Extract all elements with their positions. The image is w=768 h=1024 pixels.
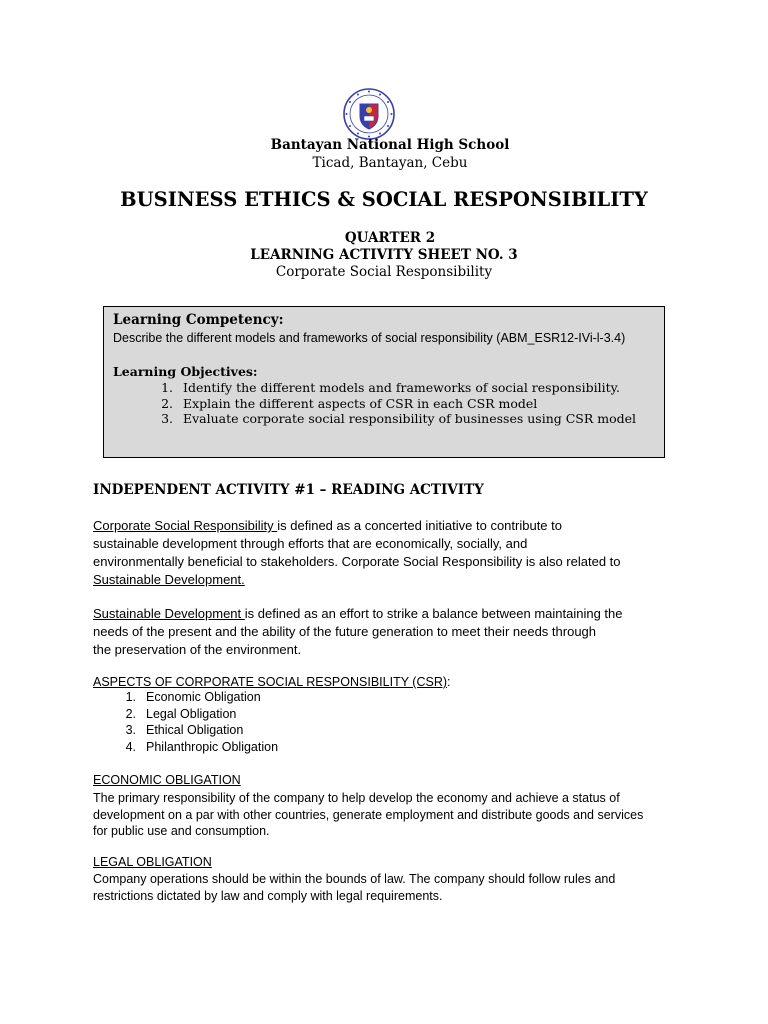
economic-obligation-heading: ECONOMIC OBLIGATION: [93, 773, 241, 787]
competency-heading: Learning Competency:: [113, 312, 284, 328]
aspects-list: [93, 690, 278, 756]
list-item: 4. Philanthropic Obligation: [125, 739, 279, 754]
csr-definition-paragraph: Corporate Social Responsibility is defined as a concerted initiative to contribute to sustainable development through efforts that are economically, socially, and environmentally beneficial to stakeholders. Corporate Social Responsibility is also related to Sustainable Development.: [93, 518, 621, 587]
school-name: Bantayan National High School: [270, 137, 510, 153]
quarter-label: QUARTER 2: [344, 230, 436, 246]
objective-item: 3. Evaluate corporate social responsibility of businesses using CSR model: [161, 411, 637, 426]
topic-title: Corporate Social Responsibility: [275, 264, 493, 280]
economic-obligation-text: The primary responsibility of the company to help develop the economy and achieve a status of development on a par with other countries, generate employment and distribute goods and services for public use and consumption.: [93, 791, 644, 838]
legal-obligation-text: Company operations should be within the bounds of law. The company should follow rules and restrictions dictated by law and comply with legal requirements.: [93, 872, 616, 903]
subject-title: BUSINESS ETHICS & SOCIAL RESPONSIBILITY: [120, 188, 648, 211]
activity-heading: INDEPENDENT ACTIVITY #1 – READING ACTIVITY: [93, 482, 484, 498]
sd-term: Sustainable Development: [93, 606, 245, 621]
list-item: 3. Ethical Obligation: [125, 723, 244, 737]
school-address: Ticad, Bantayan, Cebu: [312, 155, 468, 171]
list-item: 1. Economic Obligation: [125, 690, 261, 704]
sd-definition-paragraph: Sustainable Development is defined as an effort to strike a balance between maintaining the needs of the present and the ability of the future generation to meet their needs through the preservation of the environment.: [93, 606, 623, 657]
objective-item: 1. Identify the different models and frameworks of social responsibility.: [161, 380, 620, 395]
objective-item: 2. Explain the different aspects of CSR in each CSR model: [161, 395, 538, 411]
csr-term: Corporate Social Responsibility: [93, 518, 278, 533]
learning-competency-box: [103, 306, 665, 458]
list-item: 2. Legal Obligation: [125, 706, 237, 721]
objectives-list: [113, 380, 636, 427]
competency-text: Describe the different models and frameworks of social responsibility (ABM_ESR12-IVi-l-3.4): [113, 331, 626, 345]
sd-term-link: Sustainable Development.: [93, 572, 245, 587]
objectives-heading: Learning Objectives:: [113, 364, 258, 379]
learning-sheet-number: LEARNING ACTIVITY SHEET NO. 3: [250, 247, 518, 263]
legal-obligation-heading: LEGAL OBLIGATION: [93, 855, 212, 869]
deped-seal-logo: [343, 88, 395, 140]
aspects-heading: ASPECTS OF CORPORATE SOCIAL RESPONSIBILITY (CSR):: [93, 675, 451, 689]
